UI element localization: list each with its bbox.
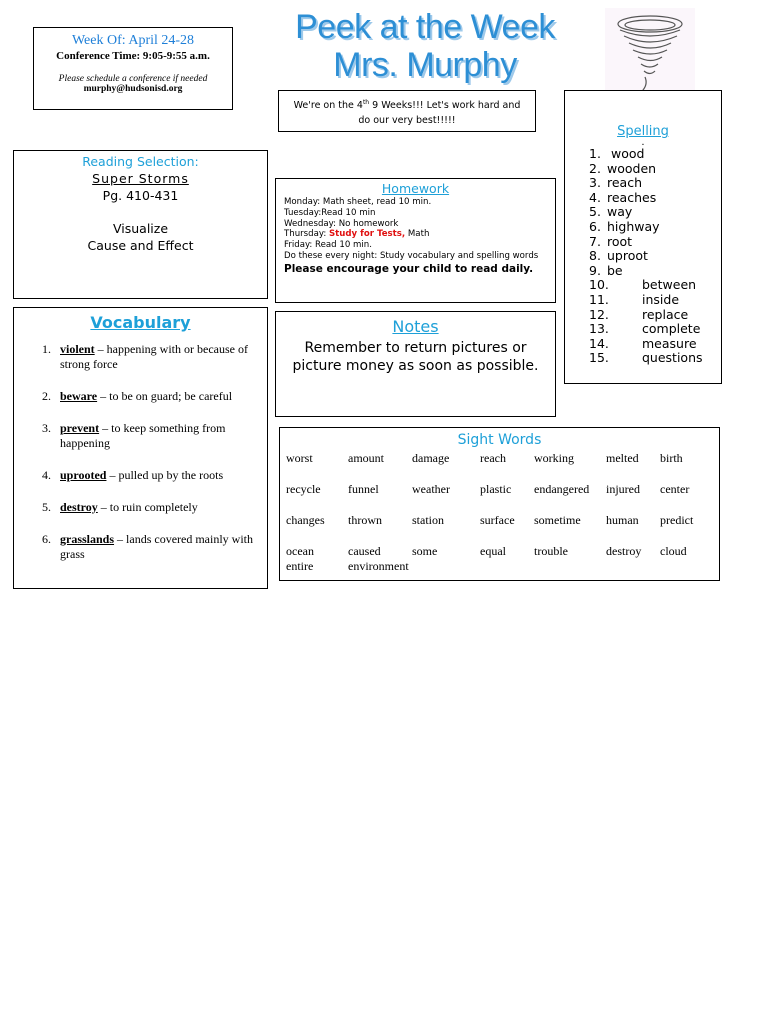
sight-word: surface [480,513,515,527]
week-info-box [33,27,233,110]
sight-word: melted [606,451,639,465]
sight-word: recycle [286,482,321,496]
spelling-word: 10. between [589,277,697,293]
spelling-word: 3. reach [589,175,643,191]
sight-word: working [534,451,574,465]
spelling-word: 7. root [589,233,633,249]
vocabulary-list [14,342,267,562]
spelling-word: 6. highway [589,218,660,234]
spelling-dot: . [641,137,645,148]
vocabulary-heading: Vocabulary [90,313,191,332]
sight-word: funnel [348,482,379,496]
weeks-banner: We're on the 4th 9 Weeks!!! Let's work hard and do our very best!!!!! [278,90,536,132]
homework-every-night: Do these every night: Study vocabulary and spelling words [284,250,539,261]
sight-word: caused [348,544,381,558]
spelling-box [564,90,722,384]
spelling-word: 2. wooden [589,160,657,176]
sight-word: plastic [480,482,512,496]
title-line-2: Mrs. Murphy [333,46,517,84]
sight-word: thrown [348,513,382,527]
homework-monday: Monday: Math sheet, read 10 min. [284,197,432,207]
notes-box [275,311,556,417]
skill-2: Cause and Effect [87,238,194,253]
vocabulary-item: 2. beware – to be on guard; be careful [42,389,233,403]
sight-word: injured [606,482,640,496]
reading-selection-box [13,150,268,299]
sight-word: human [606,513,639,527]
sight-word: amount [348,451,384,465]
sight-word: changes [286,513,325,527]
conference-note: Please schedule a conference if needed [58,74,208,84]
sight-words-heading: Sight Words [457,432,542,448]
homework-encourage: Please encourage your child to read daily. [284,262,534,275]
sight-words-row [280,451,719,482]
vocabulary-item: 4. uprooted – pulled up by the roots [42,468,224,482]
spelling-word: 5. way [589,204,633,220]
spelling-word: 12. replace [589,306,689,322]
sight-words-row [280,559,719,590]
sight-word: environment [348,559,409,573]
spelling-word: 4. reaches [589,189,657,205]
conference-time: Conference Time: 9:05-9:55 a.m. [56,50,210,62]
spelling-word: 13. complete [589,321,701,337]
homework-thursday: Thursday: Study for Tests, Math [284,229,430,240]
vocabulary-item: 1. violent – happening with or because of strong force [42,342,248,371]
sight-word: cloud [660,544,687,558]
homework-tuesday: Tuesday:Read 10 min [284,207,376,218]
title-line-1: Peek at the Week [295,8,555,46]
sight-word: sometime [534,513,581,527]
sight-word: damage [412,451,450,465]
sight-words-row [280,482,719,513]
notes-heading: Notes [392,317,439,336]
sight-word: ocean [286,544,314,558]
sight-word: birth [660,451,683,465]
story-pages: Pg. 410-431 [102,188,179,203]
sight-word: destroy [606,544,642,558]
sight-word: center [660,482,690,496]
sight-word: some [412,544,438,558]
homework-wednesday: Wednesday: No homework [284,218,399,229]
spelling-word: 11. inside [589,291,680,307]
teacher-email: murphy@hudsonisd.org [83,84,183,94]
homework-box [275,178,556,303]
homework-friday: Friday: Read 10 min. [284,240,372,251]
sight-words-row [280,513,719,544]
spelling-word: 9. be [589,262,623,278]
sight-word: entire [286,559,314,573]
vocabulary-box [13,307,268,589]
reading-heading: Reading Selection: [82,154,199,169]
sight-words-grid [280,451,719,590]
homework-heading: Homework [381,181,450,196]
sight-word: endangered [534,482,590,496]
vocabulary-item: 5. destroy – to ruin completely [42,500,198,514]
spelling-word: 15. questions [589,350,703,366]
spelling-list [589,147,721,366]
sight-word: reach [480,451,506,465]
sight-word: predict [660,513,694,527]
spelling-word: 14. measure [589,335,697,351]
spelling-word: 1. wood [589,146,645,161]
vocabulary-item: 3. prevent – to keep something from happening [42,421,226,450]
skill-1: Visualize [112,221,169,236]
sight-words-box [279,427,720,581]
vocabulary-item: 6. grasslands – lands covered mainly with grass [42,532,253,561]
spelling-word: 8. uproot [589,248,648,264]
spelling-heading: Spelling [617,124,669,139]
week-of: Week Of: April 24-28 [71,33,195,48]
notes-body: Remember to return pictures or picture money as soon as possible. [292,340,539,374]
sight-word: station [412,513,444,527]
sight-word: equal [480,544,506,558]
page-title [260,8,590,84]
sight-word: trouble [534,544,568,558]
tornado-icon [605,8,695,103]
sight-word: weather [412,482,450,496]
sight-word: worst [286,451,313,465]
story-title: Super Storms [92,171,189,186]
